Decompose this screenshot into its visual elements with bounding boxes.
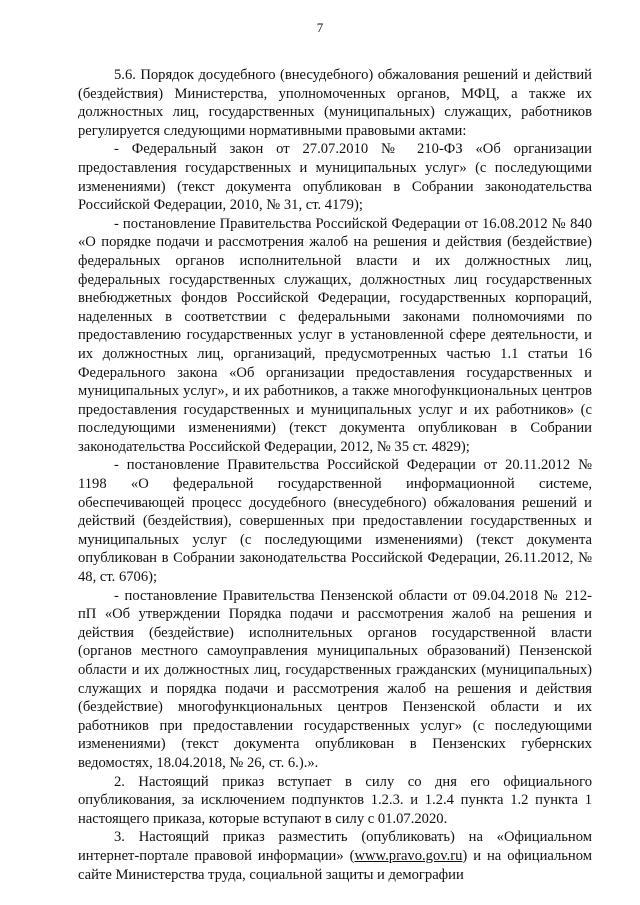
paragraph-3-text-end: ) и на официальном сайте Министерства труда, социальной защиты и демографии	[78, 847, 592, 883]
list-item-decree-1198: - постановление Правительства Российской Федерации от 20.11.2012 № 1198 «О федеральной государственной информационной системе, обеспечивающей процесс досудебного (внесудебного) обжалования решений и действий (бездействия), совершенных при предоставлении государственных и муниципальных услуг (с последующими изменениями) (текст документа опубликован в Собрании законодательства Российской Федерации, 26.11.2012, № 48, ст. 6706);	[78, 457, 592, 586]
list-item-decree-840: - постановление Правительства Российской Федерации от 16.08.2012 № 840 «О порядке подачи и рассмотрения жалоб на решения и действия (бездействие) федеральных органов исполнительной власти и их должностных лиц, федеральных государственных служащих, должностных лиц государственных внебюджетных фондов Российской Федерации, государственных корпораций, наделенных в соответствии с федеральными законами полномочиями по предоставлению государственных услуг в установленной сфере деятельности, и их должностных лиц, организаций, предусмотренных частью 1.1 статьи 16 Федерального закона «Об организации предоставления государственных и муниципальных услуг», и их работников, а также многофункциональных центров предоставления государственных и муниципальных услуг и их работников» (с последующими изменениями) (текст документа опубликован в Собрании законодательства Российской Федерации, 2012, № 35 ст. 4829);	[78, 215, 592, 455]
paragraph-3-text-start: 3. Настоящий приказ разместить (опубликовать) на «Официальном интернет-портале правовой информации» (	[78, 829, 592, 864]
list-item-decree-212-pp: - постановление Правительства Пензенской области от 09.04.2018 № 212-пП «Об утверждении Порядка подачи и рассмотрения жалоб на решения и действия (бездействие) исполнительных органов государственной власти (органов местного самоуправления муниципальных образований) Пензенской области и их должностных лиц, государственных гражданских (муниципальных) служащих и порядка подачи и рассмотрения жалоб на решения и действия (бездействие) многофункциональных центров Пензенской области и их работников при предоставлении государственных услуг» (с последующими изменениями) (текст документа опубликован в Пензенских губернских ведомостях, 18.04.2018, № 26, ст. 6.).».	[78, 587, 592, 771]
paragraph-3-publication	[78, 828, 592, 884]
document-body	[78, 66, 592, 884]
list-item-federal-law-210: - Федеральный закон от 27.07.2010 № 210-ФЗ «Об организации предоставления государственных и муниципальных услуг» (с последующими изменениями) (текст документа опубликован в Собрании законодательства Российской Федерации, 2010, № 31, ст. 4179);	[78, 141, 592, 214]
paragraph-2-effective-date: 2. Настоящий приказ вступает в силу со дня его официального опубликования, за исключением подпунктов 1.2.3. и 1.2.4 пункта 1.2 пункта 1 настоящего приказа, которые вступают в силу с 01.07.2020.	[78, 773, 592, 827]
page-number: 7	[316, 20, 324, 35]
paragraph-5-6: 5.6. Порядок досудебного (внесудебного) обжалования решений и действий (бездействия) Министерства, уполномоченных органов, МФЦ, а также их должностных лиц, государственных (муниципальных) служащих, работников регулируется следующими нормативными правовыми актами:	[78, 67, 592, 139]
pravo-gov-link[interactable]: www.pravo.gov.ru	[354, 847, 463, 864]
